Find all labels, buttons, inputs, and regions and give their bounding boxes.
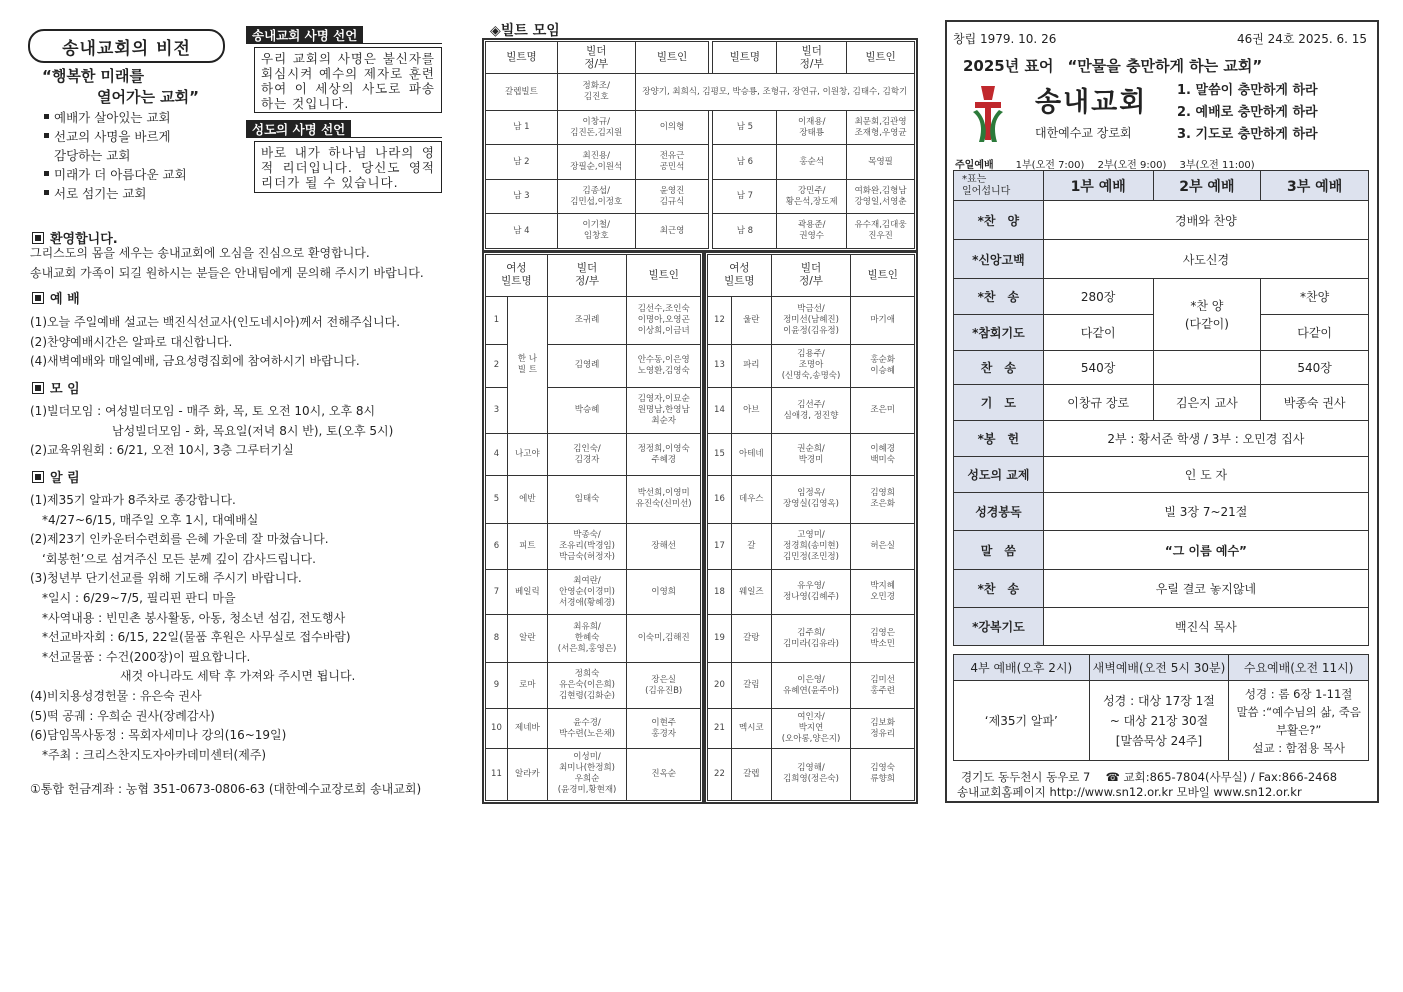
notice-title: 알 림 <box>50 471 80 486</box>
cell: 파리 <box>731 344 771 388</box>
denomination: 대한예수교 장로회 <box>1035 126 1132 140</box>
table-row <box>486 709 701 749</box>
cell: 장은실 (김유진B) <box>627 663 701 709</box>
goals <box>1177 80 1318 146</box>
text-line: 부활은?” <box>1275 722 1322 737</box>
cell: 유수재,김대웅 진우진 <box>847 214 915 249</box>
service-times-text: 1부(오전 7:00) 2부(오전 9:00) 3부(오전 11:00) <box>1015 160 1255 171</box>
row-label: 성경봉독 <box>954 493 1044 531</box>
table-row <box>708 344 915 388</box>
cell: 갈랑 <box>731 615 771 663</box>
text-line: [말씀묵상 24주] <box>1115 733 1203 748</box>
table-row <box>708 388 915 434</box>
table-row <box>486 663 701 709</box>
cell: *찬 양 (다같이) <box>1153 279 1261 351</box>
men-builder-frame <box>482 38 918 252</box>
cell: 알란 <box>507 615 547 663</box>
cell: 남 7 <box>713 179 777 214</box>
cell: 웨일즈 <box>731 569 771 615</box>
table-row <box>708 475 915 523</box>
cell: 제네바 <box>507 709 547 749</box>
col-header: 빌트인 <box>847 42 915 74</box>
extra-services-table <box>953 654 1369 761</box>
table-row <box>708 296 915 344</box>
cell: 윤영진 김규식 <box>635 179 709 214</box>
row-label: *신앙고백 <box>954 240 1044 279</box>
cell: 피트 <box>507 523 547 569</box>
cell: 안수동,이은영 노영환,김영숙 <box>627 344 701 388</box>
women-builder-left-table <box>485 254 701 801</box>
cell: 20 <box>708 663 732 709</box>
cell: 울란 <box>731 296 771 344</box>
text-line: (6)담임목사동정 : 목회자세미나 강의(16~19일) <box>30 728 287 743</box>
cell: 이영희 <box>627 569 701 615</box>
cell: 남 4 <box>486 214 558 249</box>
col-header: 빌트명 <box>713 42 777 74</box>
text-line: (4)비치용성경헌물 : 유은숙 권사 <box>30 688 202 703</box>
cell: 멕시코 <box>731 709 771 749</box>
cell: 19 <box>708 615 732 663</box>
cell: 최유희/ 한혜숙 (서은희,홍영은) <box>547 615 627 663</box>
cell: 박종숙/ 조유리(박경임) 박금숙(허정자) <box>547 523 627 569</box>
women-builder-left-frame <box>482 251 704 804</box>
text-line: ~ 대상 21장 30절 <box>1109 713 1209 728</box>
cell: 3 <box>486 388 508 434</box>
cell: 사도신경 <box>1043 240 1368 279</box>
cell: 여화완,김형남 강영일,서영춘 <box>847 179 915 214</box>
row-label: *참회기도 <box>954 315 1044 351</box>
cell: 여인자/ 박지연 (오아롱,양은지) <box>771 709 851 749</box>
cell: 나고야 <box>507 434 547 476</box>
cell: 박선희,이영미 유진숙(신미선) <box>627 475 701 523</box>
women-builder-right-frame <box>704 251 918 804</box>
cell: 한 나 빌 트 <box>507 296 547 434</box>
cell: 정화조/ 김진호 <box>557 74 635 111</box>
row-label: *찬 송 <box>954 570 1044 608</box>
row-label: 말 씀 <box>954 531 1044 570</box>
worship-heading <box>32 288 80 307</box>
col-header: 4부 예배(오후 2시) <box>954 655 1090 681</box>
cell: 김영례 <box>547 344 627 388</box>
text-line: ‘회봉헌’으로 섬겨주신 모든 분께 깊이 감사드립니다. <box>42 551 316 566</box>
row-label: 찬 송 <box>954 351 1044 385</box>
text-line: 설교 : 함점용 목사 <box>1252 740 1345 755</box>
notice-text <box>30 491 355 765</box>
table-row <box>954 279 1369 315</box>
cell: 이성미/ 최미나(한정희) 우희순 (윤경미,황현재) <box>547 748 627 800</box>
table-row <box>486 615 701 663</box>
offering-account: ①통합 헌금계좌 : 농협 351-0673-0806-63 (대한예수교장로회 송내교회) <box>30 782 422 796</box>
stand-note: *표는 일어섭니다 <box>954 171 1044 201</box>
cell: 아테네 <box>731 434 771 476</box>
motto-label: 2025년 표어 <box>963 57 1054 75</box>
row-label: *봉 헌 <box>954 421 1044 457</box>
cell: 홍순화 이승혜 <box>851 344 915 388</box>
cell: 갈림 <box>731 663 771 709</box>
cell: 김인숙/ 김경자 <box>547 434 627 476</box>
cell: 최진용/ 장필순,이원석 <box>557 145 635 180</box>
table-row <box>954 421 1369 457</box>
meeting-text <box>30 402 393 461</box>
cell: 진옥순 <box>627 748 701 800</box>
cell <box>1089 681 1229 761</box>
service-times <box>955 156 1255 171</box>
church-address: 경기도 동두천시 동우로 7 ☎ 교회:865-7804(사무실) / Fax:866-2468 <box>961 770 1338 784</box>
cell: 김선주/ 심애경, 정진향 <box>771 388 851 434</box>
cell: 정정희,이영숙 주혜경 <box>627 434 701 476</box>
row-label: 성도의 교제 <box>954 457 1044 493</box>
row-label: *강복기도 <box>954 608 1044 646</box>
cell: 이혜경 백미숙 <box>851 434 915 476</box>
table-row <box>708 434 915 476</box>
cell: 김영숙 류향희 <box>851 748 915 800</box>
cell: 8 <box>486 615 508 663</box>
cell: 남 6 <box>713 145 777 180</box>
men-builder-table <box>485 41 915 249</box>
col-header: 빌더 정/부 <box>771 255 851 297</box>
mission-text: 우리 교회의 사명은 불신자를 회심시켜 예수의 제자로 훈련하여 이 세상의 사도로 파송하는 것입니다. <box>254 47 442 113</box>
col-header: 수요예배(오전 11시) <box>1229 655 1369 681</box>
table-row <box>954 531 1369 570</box>
square-bullet-icon <box>32 292 44 304</box>
cell: 15 <box>708 434 732 476</box>
text-line: *4/27~6/15, 매주일 오후 1시, 대예배실 <box>42 512 259 527</box>
cell: 김은지 교사 <box>1153 385 1261 421</box>
cell: *찬양 <box>1261 279 1369 315</box>
cell: 1 <box>486 296 508 344</box>
table-row <box>954 608 1369 646</box>
table-row <box>486 145 915 180</box>
table-row <box>954 385 1369 421</box>
text-line: (4)새벽예배와 매일예배, 금요성령집회에 참여하시기 바랍니다. <box>30 354 360 369</box>
saint-mission-title: 성도의 사명 선언 <box>246 120 351 138</box>
cell: 베일릭 <box>507 569 547 615</box>
cell: 7 <box>486 569 508 615</box>
table-row <box>708 748 915 800</box>
church-logo <box>971 82 1005 144</box>
cell: 김선수,조인숙 이명아,오영곤 이상희,이금녀 <box>627 296 701 344</box>
worship-order-table <box>953 170 1369 646</box>
cell: 에반 <box>507 475 547 523</box>
table-row <box>486 434 701 476</box>
cell: 이은영/ 유혜연(윤주아) <box>771 663 851 709</box>
mission-title: 송내교회 사명 선언 <box>246 26 363 44</box>
col-header: 빌트인 <box>635 42 709 74</box>
text-line: 성경 : 대상 17장 1절 <box>1103 693 1215 708</box>
cell: 곽용준/ 권영수 <box>777 214 847 249</box>
cell: 17 <box>708 523 732 569</box>
cell: ‘제35기 알파’ <box>954 681 1090 761</box>
cell: 강민주/ 황은석,장도제 <box>777 179 847 214</box>
text-line: 새것 아니라도 세탁 후 가져와 주시면 됩니다. <box>120 669 356 684</box>
cell: 다같이 <box>1261 315 1369 351</box>
col-header: 빌더 정/부 <box>557 42 635 74</box>
table-row <box>708 615 915 663</box>
cell: 540장 <box>1043 351 1153 385</box>
cell: 최근영 <box>635 214 709 249</box>
cell: 경배와 찬양 <box>1043 201 1368 240</box>
cell: 남 3 <box>486 179 558 214</box>
cell: 박지혜 오민경 <box>851 569 915 615</box>
cell: 임정옥/ 장영실(김영옥) <box>771 475 851 523</box>
motto-line <box>963 55 1262 76</box>
table-row <box>486 74 915 111</box>
text-line: (2)교육위원회 : 6/21, 오전 10시, 3층 그루터기실 <box>30 443 294 458</box>
cell: 우릴 결코 놓지않네 <box>1043 570 1368 608</box>
cell: 이창규/ 김진돈,김지원 <box>557 110 635 145</box>
cell: 박승혜 <box>547 388 627 434</box>
table-row <box>486 748 701 800</box>
table-row <box>486 110 915 145</box>
text-line: (2)제23기 인카운터수련회를 은혜 가운데 잘 마쳤습니다. <box>30 532 329 547</box>
cell: 5 <box>486 475 508 523</box>
table-row <box>486 214 915 249</box>
cell: 11 <box>486 748 508 800</box>
vision-list <box>44 108 244 203</box>
text-line: (2)찬양예배시간은 알파로 대신합니다. <box>30 334 233 349</box>
vision-item: 예배가 살아있는 교회 <box>44 108 244 127</box>
cell: 권순희/ 박경미 <box>771 434 851 476</box>
cell: 조귀례 <box>547 296 627 344</box>
cell: 마기애 <box>851 296 915 344</box>
text-line: *일시 : 6/29~7/5, 필리핀 판디 마을 <box>42 590 236 605</box>
cell: 이의형 <box>635 110 709 145</box>
cell: 아브 <box>731 388 771 434</box>
square-bullet-icon <box>32 471 44 483</box>
row-label: *찬 송 <box>954 279 1044 315</box>
cell: 백진식 목사 <box>1043 608 1368 646</box>
cell: 김주희/ 김미라(김유라) <box>771 615 851 663</box>
cell: 22 <box>708 748 732 800</box>
cell: 허은실 <box>851 523 915 569</box>
cell: 김용주/ 조명아 (신명숙,송명숙) <box>771 344 851 388</box>
cell: 9 <box>486 663 508 709</box>
cell: 갈렙빌트 <box>486 74 558 111</box>
square-bullet-icon <box>32 232 44 244</box>
text-line: *사역내용 : 빈민촌 봉사활동, 아동, 청소년 섬김, 전도행사 <box>42 610 346 625</box>
table-row <box>708 523 915 569</box>
sermon-title: “그 이름 예수” <box>1043 531 1368 570</box>
cell: 김보화 정유리 <box>851 709 915 749</box>
cell: 13 <box>708 344 732 388</box>
meeting-title: 모 임 <box>50 382 80 397</box>
church-homepage[interactable]: 송내교회홈페이지 http://www.sn12.or.kr 모바일 www.sn12.or.kr <box>957 785 1302 799</box>
cell: 인 도 자 <box>1043 457 1368 493</box>
goal-item: 2. 예배로 충만하게 하라 <box>1177 105 1318 120</box>
cell: 이현주 홍경자 <box>627 709 701 749</box>
worship-title: 예 배 <box>50 292 80 307</box>
cell: 21 <box>708 709 732 749</box>
cell: 남 2 <box>486 145 558 180</box>
cell: 목영필 <box>847 145 915 180</box>
motto-text: “만물을 충만하게 하는 교회” <box>1067 57 1263 75</box>
text-line: (3)청년부 단기선교를 위해 기도해 주시기 바랍니다. <box>30 571 302 586</box>
cell: 알라카 <box>507 748 547 800</box>
cell: 이창규 장로 <box>1043 385 1153 421</box>
cell: 10 <box>486 709 508 749</box>
table-row <box>486 523 701 569</box>
text-line: *선교바자회 : 6/15, 22일(물품 후원은 사무실로 접수바람) <box>42 630 351 645</box>
slogan-line-1: “행복한 미래를 <box>42 67 145 85</box>
table-row <box>708 569 915 615</box>
table-row <box>708 663 915 709</box>
col-header: 여성 빌트명 <box>708 255 772 297</box>
table-row <box>486 475 701 523</box>
col-header: 빌트명 <box>486 42 558 74</box>
text-line: (1)오늘 주일예배 설교는 백진식선교사(인도네시아)께서 전해주십니다. <box>30 315 401 329</box>
cell: 12 <box>708 296 732 344</box>
cell: 이재용/ 장태룡 <box>777 110 847 145</box>
goal-item: 3. 기도로 충만하게 하라 <box>1177 127 1318 142</box>
cell: 김종섭/ 김민섭,이정호 <box>557 179 635 214</box>
cell: 16 <box>708 475 732 523</box>
cell: 280장 <box>1043 279 1153 315</box>
vision-item: 미래가 더 아름다운 교회 <box>44 165 244 184</box>
table-row <box>486 296 701 344</box>
text-line: 성경 : 롬 6장 1-11절 <box>1244 686 1353 701</box>
text-line: (1)제35기 알파가 8주차로 종강합니다. <box>30 493 236 507</box>
cell: 장해선 <box>627 523 701 569</box>
text-line: 말씀 :“예수님의 삶, 죽음 <box>1236 704 1361 719</box>
saint-mission-declaration <box>246 120 442 193</box>
cell: 전유근 공민석 <box>635 145 709 180</box>
text-line: *선교물품 : 수건(200장)이 필요합니다. <box>42 649 251 664</box>
text-line: 그리스도의 몸을 세우는 송내교회에 오심을 진심으로 환영합니다. <box>30 246 370 260</box>
cell: 김영해/ 김희영(정은숙) <box>771 748 851 800</box>
col-header: 새벽예배(오전 5시 30분) <box>1089 655 1229 681</box>
cell: 장양기, 최희식, 김평모, 박승룡, 조형규, 장연규, 이원창, 김태수, 김학기 <box>635 74 914 111</box>
col-header: 3부 예배 <box>1261 171 1369 201</box>
women-builder-right-table <box>707 254 915 801</box>
saint-mission-text: 바로 내가 하나님 나라의 영적 리더입니다. 당신도 영적 리더가 될 수 있습니다. <box>254 141 442 193</box>
welcome-text <box>30 244 424 283</box>
cell: 2 <box>486 344 508 388</box>
vision-item: 서로 섬기는 교회 <box>44 184 244 203</box>
col-header: 빌더 정/부 <box>777 42 847 74</box>
cell: 박금선/ 정미선(남혜진) 이윤정(김유정) <box>771 296 851 344</box>
cell: 김미선 홍주련 <box>851 663 915 709</box>
table-row <box>954 570 1369 608</box>
text-line: (1)빌더모임 : 여성빌더모임 - 매주 화, 목, 토 오전 10시, 오후 8시 <box>30 404 376 418</box>
cell: 18 <box>708 569 732 615</box>
service-label: 주일예배 <box>955 160 994 171</box>
col-header: 빌더 정/부 <box>547 255 627 297</box>
cell: 빌 3장 7~21절 <box>1043 493 1368 531</box>
cell <box>1229 681 1369 761</box>
slogan-line-2: 열어가는 교회” <box>97 88 200 106</box>
cell: 14 <box>708 388 732 434</box>
text-line: *주최 : 크리스찬지도자아카데미센터(제주) <box>42 747 267 762</box>
cell: 남 8 <box>713 214 777 249</box>
row-label: *찬 양 <box>954 201 1044 240</box>
cell: 이숙미,김해진 <box>627 615 701 663</box>
cell: 데우스 <box>731 475 771 523</box>
col-header: 여성 빌트명 <box>486 255 548 297</box>
cell: 임태숙 <box>547 475 627 523</box>
cell: 윤수경/ 박수련(노은채) <box>547 709 627 749</box>
text-line: 송내교회 가족이 되길 원하시는 분들은 안내팀에게 문의해 주시기 바랍니다. <box>30 265 424 280</box>
cell: 4 <box>486 434 508 476</box>
table-row <box>708 709 915 749</box>
cell: 로마 <box>507 663 547 709</box>
text-line: 남성빌더모임 - 화, 목요일(저녁 8시 반), 토(오후 5시) <box>112 423 394 438</box>
row-label: 기 도 <box>954 385 1044 421</box>
vision-item: 감당하는 교회 <box>54 148 131 163</box>
cell: 최여란/ 안영순(이경미) 서경애(황혜경) <box>547 569 627 615</box>
table-row <box>954 457 1369 493</box>
issue-info: 46권 24호 2025. 6. 15 <box>1236 32 1367 46</box>
cell: 김영자,이묘순 원명남,한영남 최순자 <box>627 388 701 434</box>
vision-title: 송내교회의 비전 <box>28 29 225 63</box>
table-row <box>954 240 1369 279</box>
cell: 김영은 박소민 <box>851 615 915 663</box>
cell: 최문회,김관영 조재형,우영균 <box>847 110 915 145</box>
welcome-title: 환영합니다. <box>50 232 118 247</box>
table-row <box>954 681 1369 761</box>
cell: 6 <box>486 523 508 569</box>
builder-title: ◈빌트 모임 <box>490 23 560 39</box>
meeting-heading <box>32 378 80 397</box>
table-row <box>954 201 1369 240</box>
cell: 정희숙 유은숙(이은희) 김현령(김화순) <box>547 663 627 709</box>
cell: 갈렙 <box>731 748 771 800</box>
mission-declaration <box>246 26 442 113</box>
cell: 유우영/ 정나영(김혜주) <box>771 569 851 615</box>
goal-item: 1. 말씀이 충만하게 하라 <box>1177 83 1318 98</box>
cell: 김영희 조은화 <box>851 475 915 523</box>
vision-item: 선교의 사명을 바르게 <box>44 127 244 146</box>
table-row <box>486 569 701 615</box>
cell: 다같이 <box>1043 315 1153 351</box>
cell: 갈 <box>731 523 771 569</box>
table-row <box>486 179 915 214</box>
cell: 540장 <box>1261 351 1369 385</box>
table-row <box>954 351 1369 385</box>
cell: 2부 : 황서준 학생 / 3부 : 오민경 집사 <box>1043 421 1368 457</box>
bulletin-panel <box>945 20 1379 803</box>
founded-date: 창립 1979. 10. 26 <box>953 32 1057 46</box>
cross-logo-icon <box>971 82 1005 144</box>
table-row <box>954 493 1369 531</box>
vision-slogan <box>42 66 242 108</box>
cell: 홍순석 <box>777 145 847 180</box>
cell: 박종숙 권사 <box>1261 385 1369 421</box>
text-line: (5)떡 공궤 : 우희순 권사(장례감사) <box>30 708 215 723</box>
cell: 고영미/ 정경희(송미현) 김민정(조민정) <box>771 523 851 569</box>
col-header: 빌트인 <box>627 255 701 297</box>
cell: 남 1 <box>486 110 558 145</box>
cell: 이기철/ 임창호 <box>557 214 635 249</box>
col-header: 2부 예배 <box>1153 171 1261 201</box>
cell <box>1153 351 1261 385</box>
cell: 조은미 <box>851 388 915 434</box>
col-header: 1부 예배 <box>1043 171 1153 201</box>
notice-heading <box>32 467 80 486</box>
col-header: 빌트인 <box>851 255 915 297</box>
worship-text <box>30 313 400 372</box>
church-name: 송내교회 <box>1035 87 1148 118</box>
cell: 남 5 <box>713 110 777 145</box>
square-bullet-icon <box>32 382 44 394</box>
